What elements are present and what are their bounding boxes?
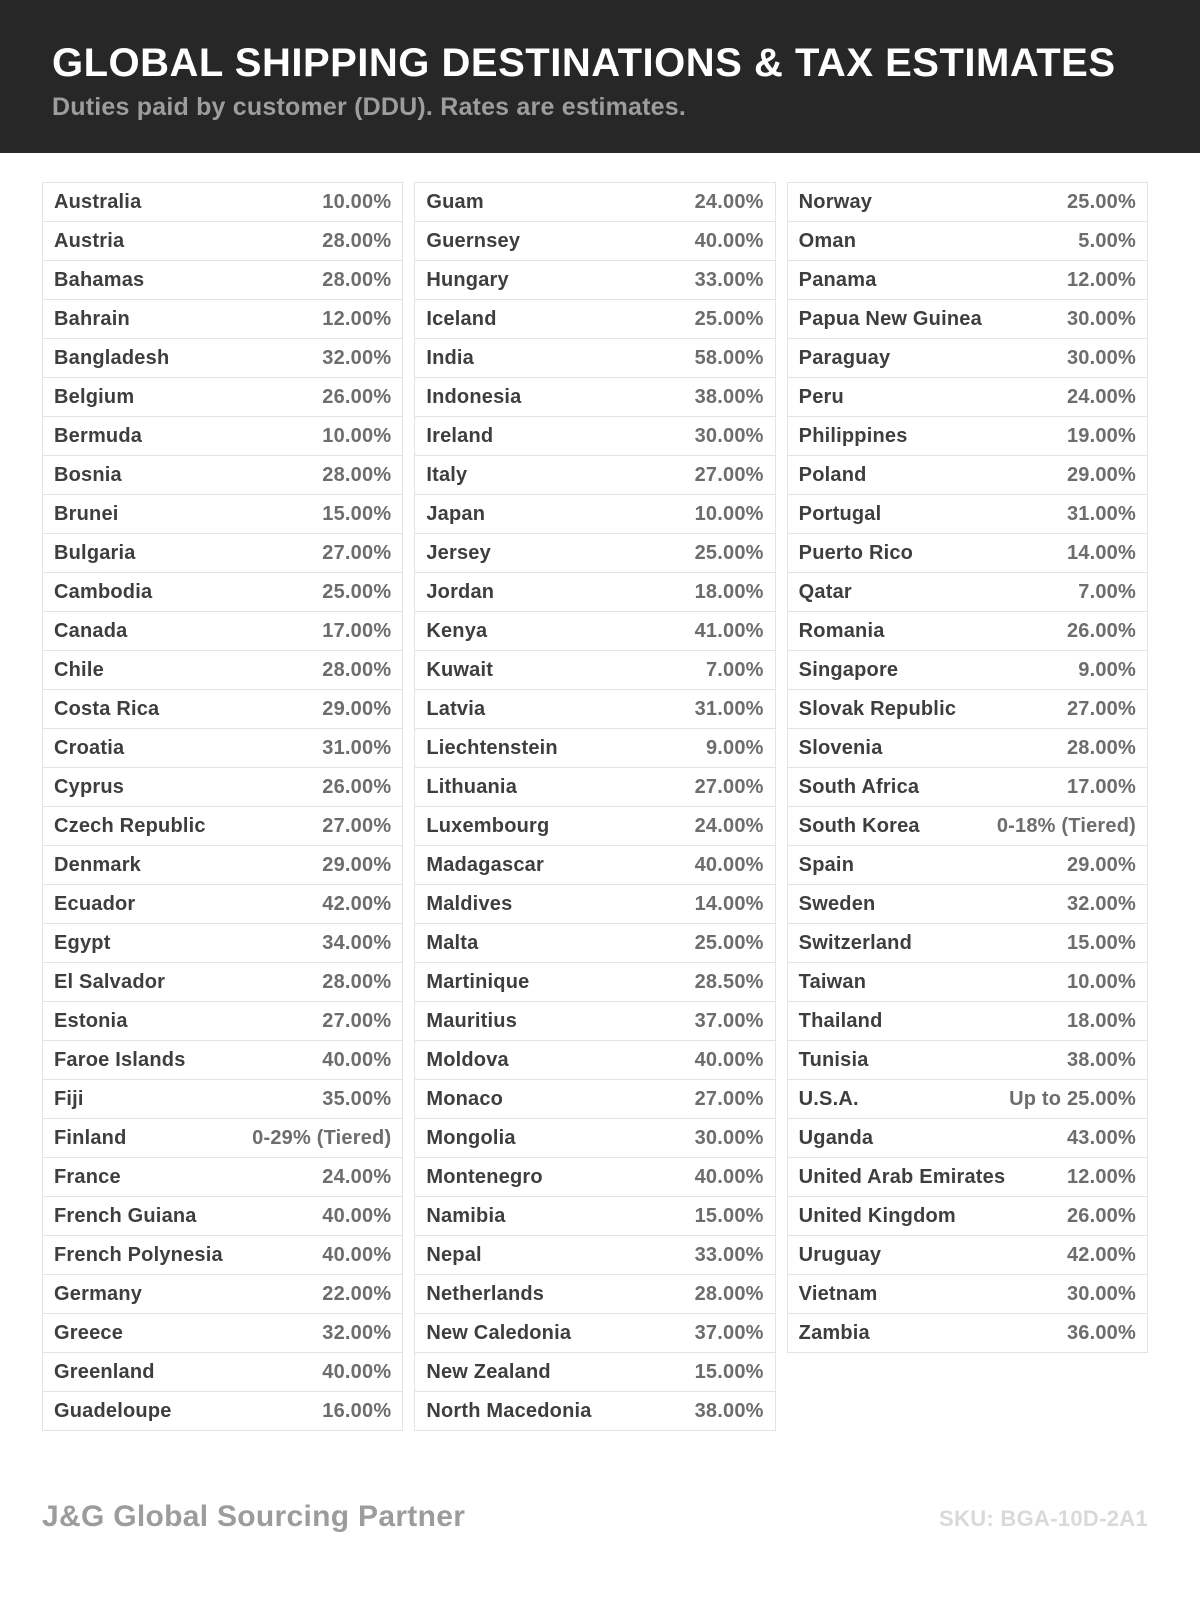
country-name: Guernsey: [426, 229, 521, 252]
tax-rate: 29.00%: [322, 853, 392, 876]
tax-rate: 24.00%: [694, 190, 764, 213]
tax-rate: 28.00%: [1066, 736, 1136, 759]
country-name: North Macedonia: [426, 1399, 592, 1422]
table-row: [414, 767, 775, 807]
country-name: Jordan: [426, 580, 495, 603]
tax-rate: 40.00%: [694, 853, 764, 876]
country-name: Tunisia: [798, 1048, 869, 1071]
tax-rate: 12.00%: [322, 307, 392, 330]
table-row: [787, 377, 1148, 417]
country-name: United Kingdom: [798, 1204, 956, 1227]
table-row: [787, 572, 1148, 612]
table-row: [787, 338, 1148, 378]
tax-rate: 32.00%: [1066, 892, 1136, 915]
country-name: Canada: [54, 619, 128, 642]
table-row: [787, 221, 1148, 261]
table-row: [787, 1079, 1148, 1119]
country-name: Slovenia: [798, 736, 883, 759]
country-name: Croatia: [54, 736, 125, 759]
country-name: Taiwan: [798, 970, 867, 993]
country-name: Indonesia: [426, 385, 522, 408]
country-name: Montenegro: [426, 1165, 543, 1188]
country-name: Cyprus: [54, 775, 125, 798]
country-name: Austria: [54, 229, 125, 252]
country-name: French Polynesia: [54, 1243, 223, 1266]
country-name: Mauritius: [426, 1009, 518, 1032]
table-row: [42, 962, 403, 1002]
table-row: [414, 377, 775, 417]
table-row: [42, 221, 403, 261]
table-row: [414, 1001, 775, 1041]
tax-rate: 30.00%: [1066, 346, 1136, 369]
tax-rate: 5.00%: [1078, 229, 1136, 252]
tax-rate: 15.00%: [694, 1360, 764, 1383]
table-row: [414, 221, 775, 261]
table-row: [787, 1157, 1148, 1197]
tax-rate: 43.00%: [1066, 1126, 1136, 1149]
table-row: [787, 1001, 1148, 1041]
country-name: Greenland: [54, 1360, 155, 1383]
country-name: Vietnam: [798, 1282, 878, 1305]
table-row: [787, 494, 1148, 534]
table-row: [42, 1079, 403, 1119]
country-name: Faroe Islands: [54, 1048, 186, 1071]
table-row: [414, 494, 775, 534]
tax-rate: 41.00%: [694, 619, 764, 642]
tax-rate: 16.00%: [322, 1399, 392, 1422]
tax-rate: 40.00%: [322, 1243, 392, 1266]
country-name: Ireland: [426, 424, 494, 447]
table-row: [787, 182, 1148, 222]
country-name: Romania: [798, 619, 885, 642]
table-row: [414, 923, 775, 963]
table-row: [42, 182, 403, 222]
country-name: Egypt: [54, 931, 111, 954]
tax-rate: 27.00%: [322, 1009, 392, 1032]
country-name: Madagascar: [426, 853, 544, 876]
tax-rate: 27.00%: [694, 1087, 764, 1110]
table-row: [414, 728, 775, 768]
country-name: Moldova: [426, 1048, 509, 1071]
tax-rate: 25.00%: [694, 541, 764, 564]
country-name: Nepal: [426, 1243, 482, 1266]
table-row: [787, 806, 1148, 846]
country-name: Czech Republic: [54, 814, 206, 837]
country-name: Singapore: [798, 658, 899, 681]
table-row: [42, 650, 403, 690]
tax-rate: 29.00%: [1066, 463, 1136, 486]
country-name: Jersey: [426, 541, 491, 564]
country-name: South Africa: [798, 775, 920, 798]
tax-rate: 27.00%: [694, 775, 764, 798]
country-name: Fiji: [54, 1087, 84, 1110]
tax-rate: 31.00%: [322, 736, 392, 759]
table-row: [787, 689, 1148, 729]
table-row: [414, 1352, 775, 1392]
tax-rate: 25.00%: [694, 307, 764, 330]
country-name: Bosnia: [54, 463, 122, 486]
tax-rate: 0-29% (Tiered): [252, 1126, 392, 1149]
tax-rate: 12.00%: [1066, 1165, 1136, 1188]
tax-rate: 29.00%: [1066, 853, 1136, 876]
country-name: Papua New Guinea: [798, 307, 982, 330]
country-name: United Arab Emirates: [798, 1165, 1006, 1188]
table-row: [787, 1235, 1148, 1275]
country-name: South Korea: [798, 814, 920, 837]
table-row: [787, 260, 1148, 300]
country-name: Paraguay: [798, 346, 891, 369]
country-name: Bangladesh: [54, 346, 170, 369]
tax-rate: 28.00%: [694, 1282, 764, 1305]
tax-rate: 40.00%: [694, 1048, 764, 1071]
table-row: [414, 611, 775, 651]
table-row: [42, 689, 403, 729]
country-name: Bermuda: [54, 424, 143, 447]
rate-column-3: [787, 182, 1148, 1353]
tax-rate: 58.00%: [694, 346, 764, 369]
tax-rate: 36.00%: [1066, 1321, 1136, 1344]
tax-rate: 30.00%: [1066, 1282, 1136, 1305]
table-row: [787, 416, 1148, 456]
tax-rate: 17.00%: [1066, 775, 1136, 798]
tax-rate: 38.00%: [694, 385, 764, 408]
table-row: [42, 1391, 403, 1431]
table-row: [414, 962, 775, 1002]
table-row: [787, 1040, 1148, 1080]
country-name: Costa Rica: [54, 697, 160, 720]
tax-rate: 24.00%: [322, 1165, 392, 1188]
page-subtitle: Duties paid by customer (DDU). Rates are estimates.: [52, 93, 687, 121]
tax-rate: 40.00%: [322, 1204, 392, 1227]
table-row: [414, 572, 775, 612]
tax-rate: 9.00%: [705, 736, 764, 759]
table-row: [414, 1157, 775, 1197]
country-name: Malta: [426, 931, 479, 954]
table-row: [787, 767, 1148, 807]
tax-rate: 12.00%: [1066, 268, 1136, 291]
tax-rate: 28.00%: [322, 268, 392, 291]
table-row: [414, 299, 775, 339]
country-name: Brunei: [54, 502, 119, 525]
table-row: [42, 377, 403, 417]
table-row: [42, 1352, 403, 1392]
table-row: [787, 299, 1148, 339]
table-row: [414, 689, 775, 729]
table-row: [787, 1313, 1148, 1353]
country-name: New Zealand: [426, 1360, 551, 1383]
country-name: New Caledonia: [426, 1321, 572, 1344]
tax-rate: 15.00%: [322, 502, 392, 525]
country-name: Luxembourg: [426, 814, 550, 837]
tax-rate: 17.00%: [322, 619, 392, 642]
table-row: [42, 1040, 403, 1080]
country-name: Zambia: [798, 1321, 870, 1344]
table-row: [414, 338, 775, 378]
tax-rate: 40.00%: [322, 1360, 392, 1383]
table-row: [414, 182, 775, 222]
tax-rate: 28.00%: [322, 658, 392, 681]
country-name: Latvia: [426, 697, 486, 720]
tax-rate: 25.00%: [694, 931, 764, 954]
tax-rate: 10.00%: [694, 502, 764, 525]
country-name: Estonia: [54, 1009, 128, 1032]
country-name: Poland: [798, 463, 867, 486]
country-name: Monaco: [426, 1087, 504, 1110]
country-name: Kenya: [426, 619, 488, 642]
tax-rate: 25.00%: [1066, 190, 1136, 213]
tax-rate: 27.00%: [322, 541, 392, 564]
table-row: [414, 650, 775, 690]
tax-rate: 28.50%: [694, 970, 764, 993]
tax-rate: 35.00%: [322, 1087, 392, 1110]
table-row: [414, 1274, 775, 1314]
table-row: [414, 1040, 775, 1080]
country-name: Australia: [54, 190, 142, 213]
table-row: [42, 884, 403, 924]
rate-column-1: [42, 182, 403, 1431]
table-row: [414, 1196, 775, 1236]
country-name: Puerto Rico: [798, 541, 914, 564]
table-row: [787, 1196, 1148, 1236]
country-name: U.S.A.: [798, 1087, 859, 1110]
tax-rate: 27.00%: [322, 814, 392, 837]
table-row: [42, 806, 403, 846]
country-name: Peru: [798, 385, 844, 408]
country-name: Martinique: [426, 970, 530, 993]
tax-rate: 38.00%: [694, 1399, 764, 1422]
tax-rate: 18.00%: [694, 580, 764, 603]
tax-rate: 19.00%: [1066, 424, 1136, 447]
country-name: Guadeloupe: [54, 1399, 172, 1422]
tax-rate: 40.00%: [694, 229, 764, 252]
tax-rate: 10.00%: [322, 190, 392, 213]
table-row: [42, 338, 403, 378]
country-name: Iceland: [426, 307, 497, 330]
tax-rate: 26.00%: [322, 775, 392, 798]
country-name: Panama: [798, 268, 877, 291]
country-name: Qatar: [798, 580, 852, 603]
table-row: [414, 806, 775, 846]
tax-rate: 40.00%: [694, 1165, 764, 1188]
tax-rate: 30.00%: [694, 424, 764, 447]
country-name: Denmark: [54, 853, 141, 876]
country-name: Guam: [426, 190, 484, 213]
country-name: Cambodia: [54, 580, 153, 603]
table-row: [414, 455, 775, 495]
tax-rate: 42.00%: [322, 892, 392, 915]
table-row: [42, 611, 403, 651]
tax-rate: 26.00%: [1066, 1204, 1136, 1227]
table-row: [42, 416, 403, 456]
country-name: Uruguay: [798, 1243, 882, 1266]
tax-rate: 24.00%: [1066, 385, 1136, 408]
tax-rate: 10.00%: [322, 424, 392, 447]
tax-rate: 24.00%: [694, 814, 764, 837]
table-row: [42, 923, 403, 963]
rate-column-2: [414, 182, 775, 1431]
tax-rate: 28.00%: [322, 229, 392, 252]
tax-rate: 31.00%: [1066, 502, 1136, 525]
country-name: Thailand: [798, 1009, 883, 1032]
country-name: India: [426, 346, 474, 369]
table-row: [414, 1313, 775, 1353]
tax-rate: 34.00%: [322, 931, 392, 954]
tax-rate: 15.00%: [1066, 931, 1136, 954]
tax-rate: 28.00%: [322, 463, 392, 486]
tax-rate: 38.00%: [1066, 1048, 1136, 1071]
country-name: Hungary: [426, 268, 509, 291]
country-name: Uganda: [798, 1126, 874, 1149]
country-name: Bulgaria: [54, 541, 136, 564]
table-row: [787, 611, 1148, 651]
tax-rate: 22.00%: [322, 1282, 392, 1305]
tax-rate: 31.00%: [694, 697, 764, 720]
country-name: Norway: [798, 190, 873, 213]
table-row: [42, 1196, 403, 1236]
tax-rate: 10.00%: [1066, 970, 1136, 993]
table-row: [42, 1118, 403, 1158]
country-name: Chile: [54, 658, 104, 681]
country-name: Spain: [798, 853, 855, 876]
page-title: GLOBAL SHIPPING DESTINATIONS & TAX ESTIMATES: [52, 41, 1116, 85]
tax-rate: 40.00%: [322, 1048, 392, 1071]
table-row: [414, 416, 775, 456]
table-row: [42, 767, 403, 807]
tax-rate: 29.00%: [322, 697, 392, 720]
country-name: Maldives: [426, 892, 513, 915]
tax-rate: 25.00%: [322, 580, 392, 603]
tax-rate: 7.00%: [705, 658, 764, 681]
tax-rate: 27.00%: [694, 463, 764, 486]
page-footer: [42, 1500, 1148, 1534]
tax-rate: 27.00%: [1066, 697, 1136, 720]
table-row: [42, 494, 403, 534]
tax-rate: 18.00%: [1066, 1009, 1136, 1032]
country-name: Germany: [54, 1282, 143, 1305]
table-row: [787, 455, 1148, 495]
table-row: [414, 1391, 775, 1431]
table-row: [787, 1118, 1148, 1158]
tax-rate: 14.00%: [1066, 541, 1136, 564]
tax-rate: 32.00%: [322, 1321, 392, 1344]
tax-rate: 9.00%: [1078, 658, 1136, 681]
table-row: [42, 533, 403, 573]
tax-rate: 15.00%: [694, 1204, 764, 1227]
table-row: [414, 884, 775, 924]
table-row: [42, 1274, 403, 1314]
table-row: [414, 845, 775, 885]
tax-rate: 37.00%: [694, 1321, 764, 1344]
table-row: [42, 1001, 403, 1041]
country-name: Lithuania: [426, 775, 518, 798]
country-name: Slovak Republic: [798, 697, 957, 720]
table-row: [414, 533, 775, 573]
tax-rate: 42.00%: [1066, 1243, 1136, 1266]
country-name: Greece: [54, 1321, 124, 1344]
table-row: [414, 1235, 775, 1275]
tax-rate: 28.00%: [322, 970, 392, 993]
country-name: France: [54, 1165, 121, 1188]
table-row: [42, 572, 403, 612]
country-name: Japan: [426, 502, 486, 525]
country-name: El Salvador: [54, 970, 166, 993]
brand-name: J&G Global Sourcing Partner: [42, 1500, 466, 1533]
country-name: Bahrain: [54, 307, 130, 330]
table-row: [42, 260, 403, 300]
tax-rate: 0-18% (Tiered): [996, 814, 1136, 837]
table-row: [42, 845, 403, 885]
table-row: [42, 455, 403, 495]
tax-rate: 37.00%: [694, 1009, 764, 1032]
table-row: [787, 1274, 1148, 1314]
tax-rate: 33.00%: [694, 268, 764, 291]
tax-rate: 32.00%: [322, 346, 392, 369]
country-name: Finland: [54, 1126, 127, 1149]
table-row: [42, 1235, 403, 1275]
country-name: Philippines: [798, 424, 908, 447]
country-name: Bahamas: [54, 268, 145, 291]
country-name: French Guiana: [54, 1204, 197, 1227]
table-row: [787, 728, 1148, 768]
country-name: Kuwait: [426, 658, 494, 681]
tax-rate: 7.00%: [1078, 580, 1136, 603]
tax-rate: 26.00%: [322, 385, 392, 408]
table-row: [414, 260, 775, 300]
country-name: Portugal: [798, 502, 882, 525]
table-row: [787, 533, 1148, 573]
table-row: [787, 845, 1148, 885]
shipping-rate-table: [42, 182, 1148, 1431]
tax-rate: 14.00%: [694, 892, 764, 915]
table-row: [787, 923, 1148, 963]
table-row: [787, 650, 1148, 690]
country-name: Mongolia: [426, 1126, 516, 1149]
country-name: Italy: [426, 463, 468, 486]
country-name: Netherlands: [426, 1282, 545, 1305]
page-header: [0, 0, 1200, 153]
country-name: Oman: [798, 229, 857, 252]
table-row: [42, 1313, 403, 1353]
country-name: Namibia: [426, 1204, 506, 1227]
tax-rate: Up to 25.00%: [1009, 1087, 1136, 1110]
country-name: Belgium: [54, 385, 135, 408]
table-row: [414, 1079, 775, 1119]
table-row: [787, 884, 1148, 924]
sku-label: SKU: BGA-10D-2A1: [939, 1506, 1148, 1531]
table-row: [42, 299, 403, 339]
country-name: Switzerland: [798, 931, 912, 954]
tax-rate: 30.00%: [694, 1126, 764, 1149]
country-name: Liechtenstein: [426, 736, 558, 759]
tax-rate: 30.00%: [1066, 307, 1136, 330]
table-row: [787, 962, 1148, 1002]
country-name: Ecuador: [54, 892, 136, 915]
table-row: [42, 1157, 403, 1197]
table-row: [42, 728, 403, 768]
table-row: [414, 1118, 775, 1158]
tax-rate: 26.00%: [1066, 619, 1136, 642]
tax-rate: 33.00%: [694, 1243, 764, 1266]
country-name: Sweden: [798, 892, 876, 915]
